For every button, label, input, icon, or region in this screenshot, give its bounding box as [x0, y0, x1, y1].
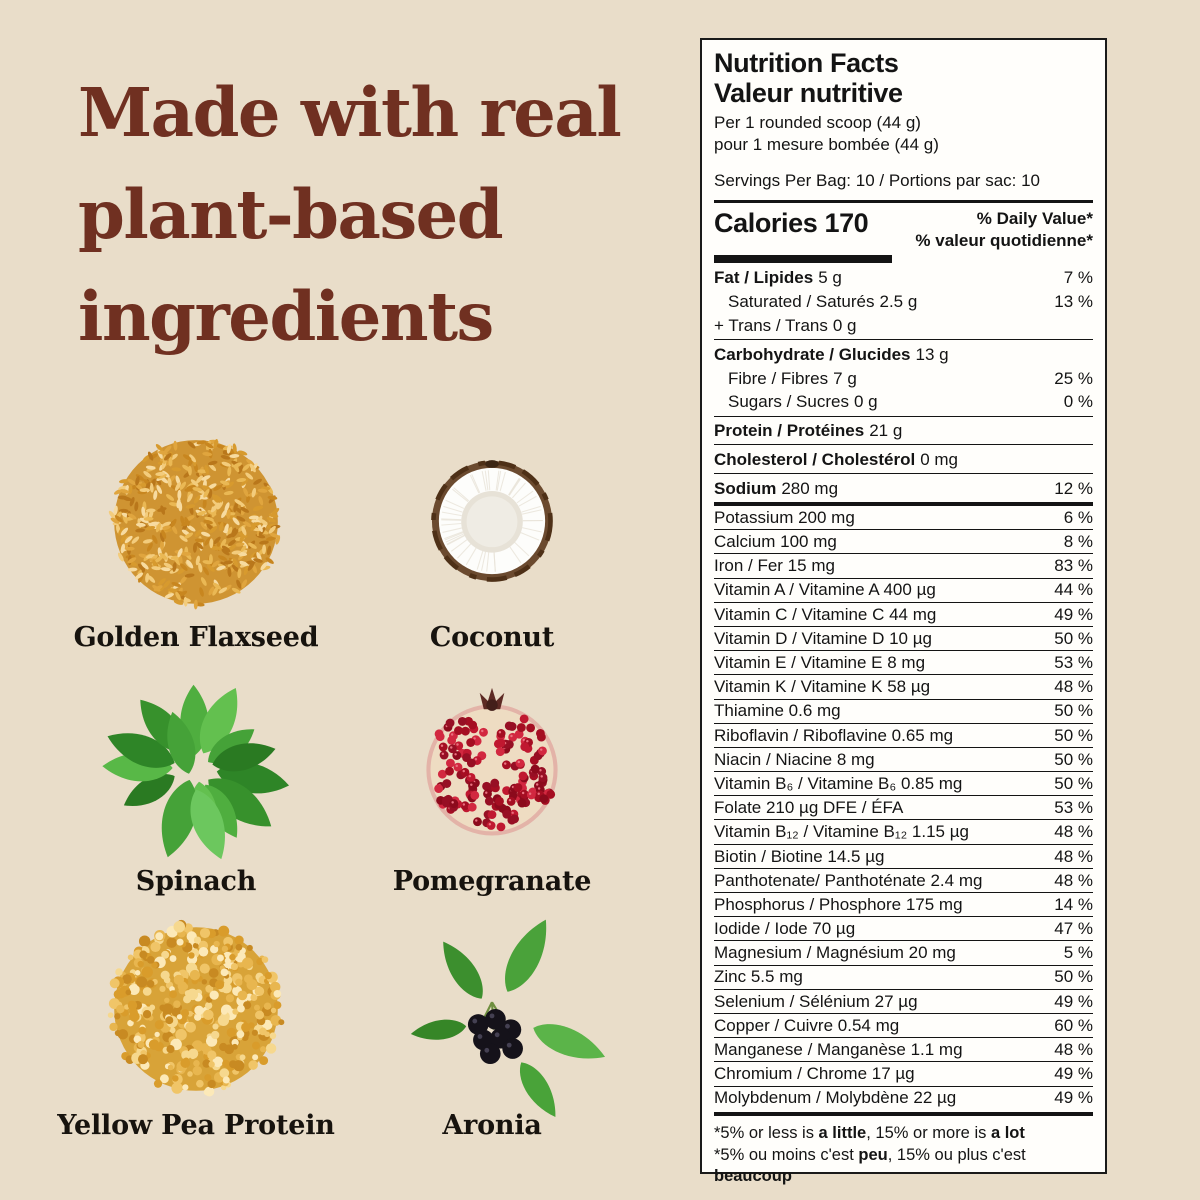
daily-value-header-en: % Daily Value*: [976, 209, 1093, 228]
ingredient-label: Golden Flaxseed: [73, 622, 319, 653]
ingredient-item: [344, 914, 640, 1158]
macronutrient-rows: [714, 266, 1093, 500]
nutrient-name: Thiamine 0.6 mg: [714, 701, 841, 721]
nutrient-name: Magnesium / Magnésium 20 mg: [714, 943, 956, 963]
nutrient-name: Vitamin K / Vitamine K 58 µg: [714, 677, 931, 697]
nutrient-name: Sugars / Sucres: [728, 392, 849, 412]
nutrient-row: [714, 989, 1093, 1013]
nutrient-row: [714, 444, 1093, 471]
nutrient-row: [714, 529, 1093, 553]
page-title-line-2: plant-based: [78, 175, 503, 254]
nutrient-name: Biotin / Biotine 14.5 µg: [714, 846, 885, 866]
nutrient-label-group: [714, 450, 958, 469]
nutrient-name: Potassium 200 mg: [714, 507, 855, 527]
nutrient-amount: 0 mg: [920, 449, 958, 469]
ingredient-item: [48, 426, 344, 670]
servings-per-bag: Servings Per Bag: 10 / Portions par sac: 10: [714, 171, 1041, 190]
nutrient-daily-value: 25 %: [1054, 368, 1093, 388]
page-title-line-1: Made with real: [78, 73, 621, 152]
ingredient-label: Coconut: [429, 622, 555, 653]
nutrient-daily-value: 0 %: [1063, 392, 1093, 412]
nutrient-daily-value: 44 %: [1054, 580, 1093, 600]
nutrient-row: [714, 1061, 1093, 1085]
nutrient-daily-value: 50 %: [1054, 628, 1093, 648]
ingredient-image: [98, 914, 294, 1104]
nutrient-row: [714, 940, 1093, 964]
nutrient-amount: 280 mg: [781, 478, 839, 498]
nutrient-name: Vitamin A / Vitamine A 400 µg: [714, 580, 936, 600]
nutrient-daily-value: 48 %: [1054, 822, 1093, 842]
nutrient-daily-value: 48 %: [1054, 677, 1093, 697]
nutrient-row: [714, 553, 1093, 577]
nutrient-label-group: [714, 316, 857, 335]
nutrient-daily-value: 47 %: [1054, 919, 1093, 939]
nutrient-name: Copper / Cuivre 0.54 mg: [714, 1015, 900, 1035]
nutrient-daily-value: 7 %: [1063, 268, 1093, 288]
nutrition-title-en: Nutrition Facts: [714, 48, 899, 78]
nutrient-label-group: [714, 268, 842, 287]
nutrition-facts-panel: [700, 38, 1107, 1186]
nutrient-row: [714, 366, 1093, 390]
nutrient-row: [714, 416, 1093, 443]
serving-size-en: Per 1 rounded scoop (44 g): [714, 113, 921, 132]
nutrient-daily-value: 49 %: [1054, 991, 1093, 1011]
nutrient-row: [714, 868, 1093, 892]
daily-value-header-fr: % valeur quotidienne*: [915, 231, 1093, 250]
nutrient-row: [714, 844, 1093, 868]
page-title-line-3: ingredients: [78, 277, 493, 356]
nutrient-daily-value: 50 %: [1054, 725, 1093, 745]
nutrient-daily-value: 48 %: [1054, 1040, 1093, 1060]
nutrient-row: [714, 650, 1093, 674]
nutrient-name: Cholesterol / Cholestérol: [714, 449, 916, 469]
divider-medium: [714, 200, 1093, 203]
nutrient-row: [714, 965, 1093, 989]
nutrient-name: Iodide / Iode 70 µg: [714, 919, 856, 939]
nutrient-name: Sodium: [714, 478, 777, 498]
ingredient-image: [415, 426, 569, 616]
nutrient-daily-value: 53 %: [1054, 798, 1093, 818]
nutrient-name: Vitamin B₁₂ / Vitamine B₁₂ 1.15 µg: [714, 822, 969, 842]
nutrient-name: Fat / Lipides: [714, 268, 814, 288]
nutrient-daily-value: 12 %: [1054, 478, 1093, 498]
nutrient-daily-value: 8 %: [1063, 532, 1093, 552]
nutrient-amount: 2.5 g: [879, 292, 918, 312]
nutrient-daily-value: 49 %: [1054, 1088, 1093, 1108]
daily-value-header: [915, 208, 1093, 252]
footnote-line-en: *5% or less is a little, 15% or more is a lot: [714, 1123, 1025, 1142]
nutrient-name: Manganese / Manganèse 1.1 mg: [714, 1040, 963, 1060]
ingredients-grid: [48, 426, 640, 1158]
nutrient-row: [714, 1086, 1093, 1110]
nutrient-name: Phosphorus / Phosphore 175 mg: [714, 894, 963, 914]
nutrient-daily-value: 83 %: [1054, 556, 1093, 576]
nutrient-row: [714, 506, 1093, 529]
ingredient-item: [48, 670, 344, 914]
nutrient-row: [714, 602, 1093, 626]
nutrient-name: Vitamin D / Vitamine D 10 µg: [714, 628, 932, 648]
calories-value: Calories 170: [714, 208, 869, 238]
nutrient-daily-value: 6 %: [1063, 507, 1093, 527]
calories-row: [714, 208, 1093, 252]
nutrient-row: [714, 266, 1093, 290]
nutrient-name: Folate 210 µg DFE / ÉFA: [714, 798, 904, 818]
ingredient-label: Yellow Pea Protein: [57, 1110, 335, 1141]
nutrient-name: Chromium / Chrome 17 µg: [714, 1064, 915, 1084]
nutrient-name: Fibre / Fibres: [728, 368, 829, 388]
nutrient-row: [714, 626, 1093, 650]
nutrient-daily-value: 50 %: [1054, 773, 1093, 793]
nutrient-row: [714, 699, 1093, 723]
ingredient-label: Pomegranate: [392, 866, 592, 897]
nutrient-name: Panthotenate/ Panthoténate 2.4 mg: [714, 870, 983, 890]
nutrient-name: Zinc 5.5 mg: [714, 967, 803, 987]
footnote-line-fr: *5% ou moins c'est peu, 15% ou plus c'est beaucoup: [714, 1145, 1026, 1186]
nutrient-daily-value: 60 %: [1054, 1015, 1093, 1035]
nutrient-name: Vitamin C / Vitamine C 44 mg: [714, 604, 937, 624]
nutrient-row: [714, 390, 1093, 414]
nutrient-label-group: [714, 392, 878, 411]
nutrient-daily-value: 50 %: [1054, 701, 1093, 721]
nutrition-title-fr: Valeur nutritive: [714, 78, 903, 108]
nutrient-amount: 21 g: [869, 421, 903, 441]
nutrient-row: [714, 674, 1093, 698]
ingredient-label: Spinach: [135, 866, 257, 897]
nutrient-name: Vitamin B₆ / Vitamine B₆ 0.85 mg: [714, 773, 963, 793]
nutrient-row: [714, 314, 1093, 338]
ingredient-item: [48, 914, 344, 1158]
nutrient-row: [714, 916, 1093, 940]
nutrient-name: Niacin / Niacine 8 mg: [714, 749, 875, 769]
footnotes: [714, 1123, 1093, 1188]
micronutrient-rows: [714, 506, 1093, 1110]
ingredient-image: [103, 670, 289, 860]
nutrient-name: Molybdenum / Molybdène 22 µg: [714, 1088, 957, 1108]
nutrient-daily-value: 50 %: [1054, 967, 1093, 987]
nutrient-name: Saturated / Saturés: [728, 292, 875, 312]
nutrient-row: [714, 1013, 1093, 1037]
nutrient-amount: 13 g: [915, 344, 949, 364]
nutrient-name: + Trans / Trans: [714, 315, 828, 335]
nutrient-row: [714, 892, 1093, 916]
ingredient-image: [397, 914, 587, 1104]
nutrient-row: [714, 723, 1093, 747]
ingredient-image: [410, 670, 574, 860]
nutrient-name: Vitamin E / Vitamine E 8 mg: [714, 653, 926, 673]
nutrient-name: Selenium / Sélénium 27 µg: [714, 991, 918, 1011]
nutrient-name: Protein / Protéines: [714, 421, 865, 441]
divider-thick-bottom: [714, 1112, 1093, 1116]
nutrient-row: [714, 578, 1093, 602]
nutrient-daily-value: 48 %: [1054, 846, 1093, 866]
nutrient-row: [714, 1037, 1093, 1061]
nutrient-daily-value: 49 %: [1054, 1064, 1093, 1084]
nutrient-name: Iron / Fer 15 mg: [714, 556, 835, 576]
nutrient-row: [714, 339, 1093, 366]
ingredient-item: [344, 426, 640, 670]
nutrient-daily-value: 50 %: [1054, 749, 1093, 769]
ingredient-label: Aronia: [442, 1110, 542, 1141]
ingredient-image: [103, 426, 289, 616]
nutrient-label-group: [714, 369, 857, 388]
nutrient-daily-value: 5 %: [1063, 943, 1093, 963]
nutrient-daily-value: 49 %: [1054, 604, 1093, 624]
nutrient-row: [714, 473, 1093, 500]
nutrient-daily-value: 13 %: [1054, 292, 1093, 312]
nutrient-row: [714, 819, 1093, 843]
nutrient-row: [714, 290, 1093, 314]
nutrient-label-group: [714, 345, 949, 364]
nutrient-name: Calcium 100 mg: [714, 532, 837, 552]
ingredient-item: [344, 670, 640, 914]
nutrient-name: Riboflavin / Riboflavine 0.65 mg: [714, 725, 954, 745]
nutrient-daily-value: 14 %: [1054, 894, 1093, 914]
nutrient-amount: 0 g: [832, 315, 857, 335]
nutrient-amount: 7 g: [833, 368, 857, 388]
nutrient-row: [714, 795, 1093, 819]
calories-underline-bar: [714, 255, 892, 263]
nutrient-label-group: [714, 421, 902, 440]
nutrient-label-group: [714, 292, 917, 311]
nutrient-daily-value: 53 %: [1054, 653, 1093, 673]
nutrient-row: [714, 747, 1093, 771]
nutrient-name: Carbohydrate / Glucides: [714, 344, 911, 364]
serving-size-fr: pour 1 mesure bombée (44 g): [714, 135, 939, 154]
nutrient-amount: 0 g: [853, 392, 878, 412]
page-title: [78, 62, 658, 368]
nutrient-label-group: [714, 479, 838, 498]
nutrient-daily-value: 48 %: [1054, 870, 1093, 890]
nutrient-row: [714, 771, 1093, 795]
nutrient-amount: 5 g: [818, 268, 842, 288]
